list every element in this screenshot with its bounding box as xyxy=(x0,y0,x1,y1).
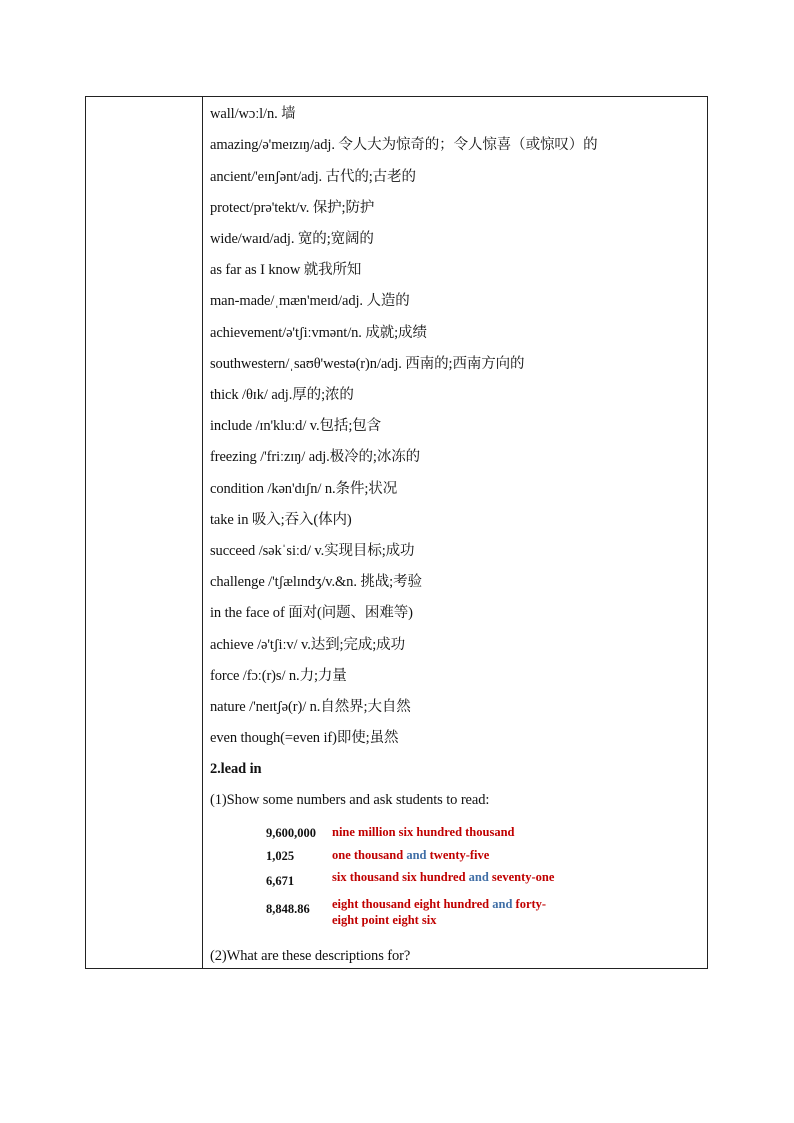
vocab-item: succeed /səkˈsiːd/ v.实现目标;成功 xyxy=(210,543,415,559)
number-value: 1,025 xyxy=(266,849,295,863)
vocab-item: freezing /'friːzɪŋ/ adj.极冷的;冰冻的 xyxy=(210,449,421,465)
vocab-item: wall/wɔːl/n. 墙 xyxy=(210,106,296,122)
vocab-item: ancient/'eɪnʃənt/adj. 古代的;古老的 xyxy=(210,169,416,185)
number-value: 6,671 xyxy=(266,874,295,888)
number-words: six thousand six hundred and seventy-one xyxy=(332,870,555,884)
instruction-text: (2)What are these descriptions for? xyxy=(210,948,411,964)
vocab-item: challenge /'tʃælɪndʒ/v.&n. 挑战;考验 xyxy=(210,574,422,590)
vocab-item: include /ɪn'kluːd/ v.包括;包含 xyxy=(210,418,382,434)
vocab-item: force /fɔː(r)s/ n.力;力量 xyxy=(210,668,347,684)
vocab-item: southwestern/ˌsaʊθ'westə(r)n/adj. 西南的;西南方向的 xyxy=(210,356,525,372)
number-row xyxy=(210,870,701,892)
vocab-item: take in 吸入;吞入(体内) xyxy=(210,512,352,528)
vocab-item: man-made/ˌmæn'meɪd/adj. 人造的 xyxy=(210,293,410,309)
vocab-item: in the face of 面对(问题、困难等) xyxy=(210,605,413,621)
vocab-item: as far as I know 就我所知 xyxy=(210,262,362,278)
number-words: nine million six hundred thousand xyxy=(332,825,515,839)
number-row xyxy=(210,849,701,867)
instruction-text: (1)Show some numbers and ask students to read: xyxy=(210,792,490,808)
vocab-item: wide/waɪd/adj. 宽的;宽阔的 xyxy=(210,231,374,247)
number-value: 8,848.86 xyxy=(266,902,310,916)
vocab-item: amazing/ə'meɪzɪŋ/adj. 令人大为惊奇的；令人惊喜（或惊叹）的 xyxy=(210,137,598,153)
vocab-item: thick /θɪk/ adj.厚的;浓的 xyxy=(210,387,354,403)
lesson-table xyxy=(85,96,708,969)
number-value: 9,600,000 xyxy=(266,826,316,840)
vocab-item: nature /'neɪtʃə(r)/ n.自然界;大自然 xyxy=(210,699,411,715)
vocab-item: protect/prə'tekt/v. 保护;防护 xyxy=(210,200,375,216)
vocab-item: even though(=even if)即使;虽然 xyxy=(210,730,399,746)
vocab-item: achieve /ə'tʃiːv/ v.达到;完成;成功 xyxy=(210,637,405,653)
vocab-item: condition /kən'dɪʃn/ n.条件;状况 xyxy=(210,481,398,497)
number-words: one thousand and twenty-five xyxy=(332,848,490,862)
number-words: eight thousand eight hundred and forty- eight point eight six xyxy=(332,897,547,927)
number-row xyxy=(210,897,701,936)
column-divider xyxy=(202,97,203,968)
number-row xyxy=(210,826,701,844)
vocab-item: achievement/ə'tʃiːvmənt/n. 成就;成绩 xyxy=(210,325,427,341)
section-heading: 2.lead in xyxy=(210,761,262,777)
